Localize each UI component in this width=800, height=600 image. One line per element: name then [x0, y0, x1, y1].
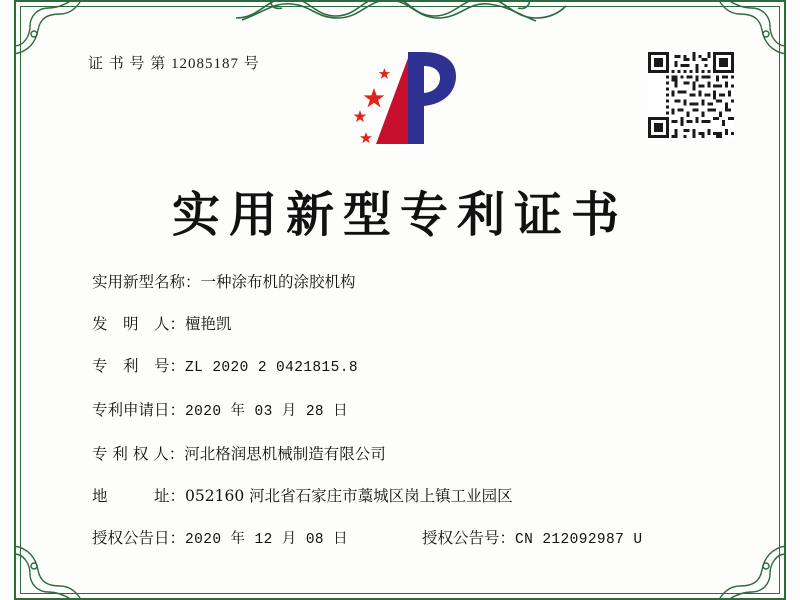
grant-number-group — [422, 528, 740, 550]
field-row-patentee — [92, 444, 740, 464]
top-ornament — [230, 0, 570, 22]
page-title: 实用新型专利证书 — [171, 187, 628, 243]
patent-logo — [346, 48, 462, 152]
certificate-number: 证 书 号 第 12085187 号 — [88, 56, 260, 72]
field-label: 实用新型名称： — [92, 273, 201, 291]
field-value: 052160 河北省石家庄市藁城区岗上镇工业园区 — [185, 487, 513, 506]
field-value: ZL 2020 2 0421815.8 — [185, 360, 358, 377]
field-value: 檀艳凯 — [185, 315, 232, 334]
grant-number-label: 授权公告号： — [422, 529, 516, 548]
field-row-inventor — [92, 314, 740, 334]
corner-ornament-top-right — [716, 0, 786, 60]
grant-number-value: CN 212092987 U — [515, 532, 643, 549]
field-list — [92, 272, 740, 550]
field-row-address — [92, 486, 740, 506]
field-row-utility-model-name — [92, 272, 740, 292]
corner-ornament-top-left — [14, 0, 84, 60]
field-value: 2020 年 03 月 28 日 — [185, 404, 349, 421]
field-label: 专 利 权 人： — [92, 444, 185, 463]
field-row-application-date — [92, 400, 740, 422]
grant-date-label: 授权公告日： — [92, 529, 186, 548]
corner-ornament-bottom-left — [14, 540, 84, 600]
field-label: 发 明 人： — [92, 315, 186, 334]
field-label: 专 利 号： — [92, 357, 186, 376]
field-label: 专利申请日： — [92, 401, 186, 420]
field-value: 一种涂布机的涂胶机构 — [200, 273, 356, 291]
field-row-patent-number — [92, 356, 740, 378]
field-value: 河北格润思机械制造有限公司 — [184, 444, 386, 463]
grant-date-value: 2020 年 12 月 08 日 — [185, 532, 349, 549]
field-row-grant-info — [92, 528, 740, 550]
field-label: 地 址： — [92, 487, 186, 506]
grant-date-group — [92, 528, 422, 550]
qr-code — [648, 52, 734, 138]
